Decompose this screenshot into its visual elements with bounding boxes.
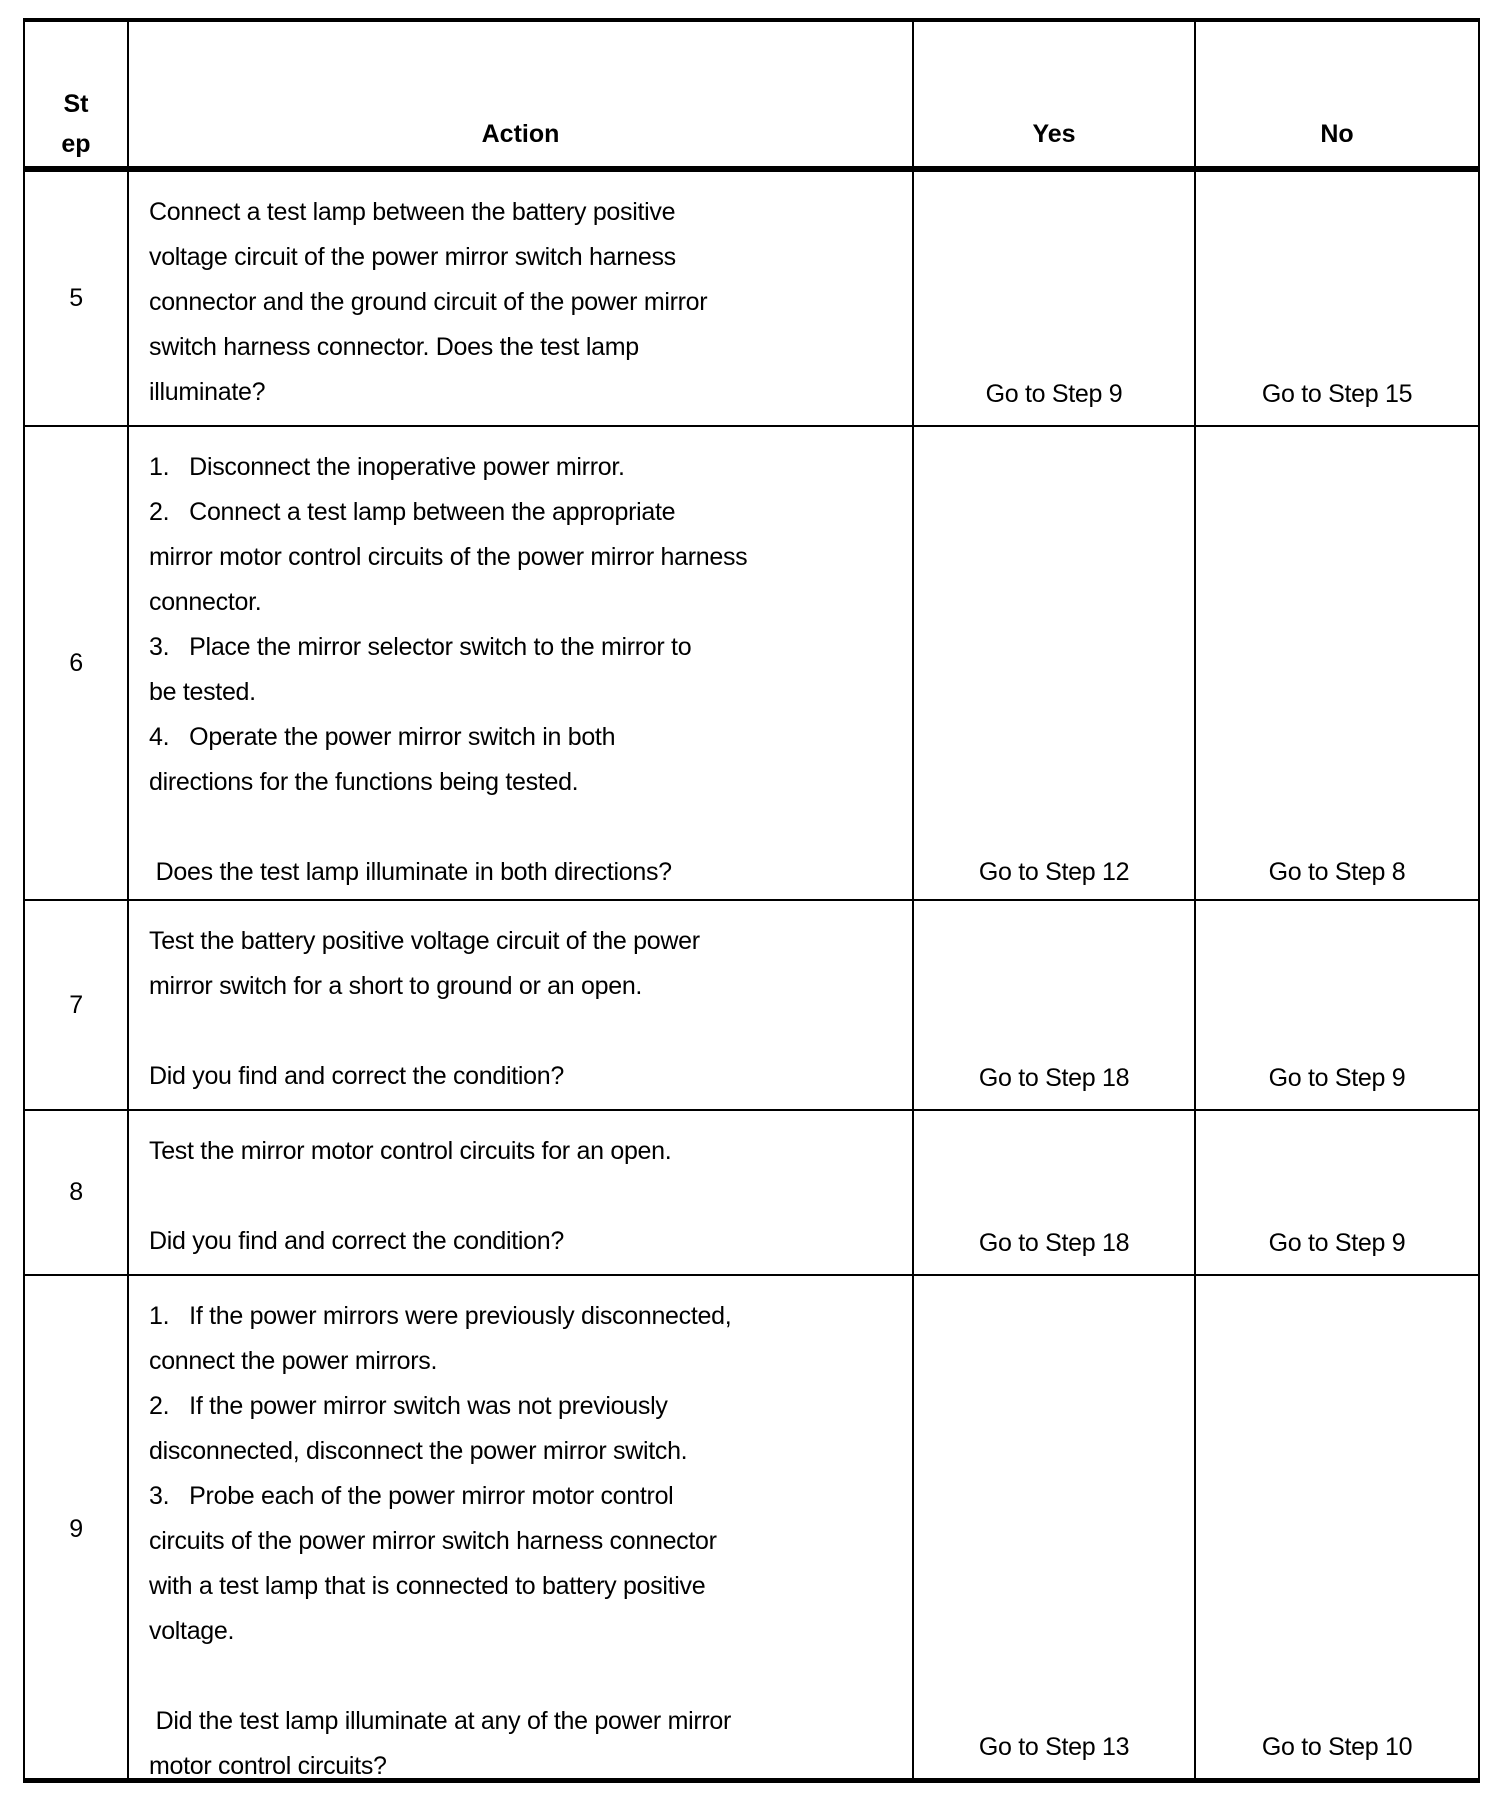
yes-result: Go to Step 18 <box>978 1229 1130 1257</box>
action-line: 2. Connect a test lamp between the appropriate <box>149 498 676 526</box>
yes-cell <box>914 1111 1196 1274</box>
step-number-text: 9 <box>69 1514 83 1543</box>
action-line: Did you find and correct the condition? <box>149 1062 564 1090</box>
step-number-text: 5 <box>69 284 83 312</box>
step-number-text: 8 <box>69 1178 83 1206</box>
action-line: Test the mirror motor control circuits for an open. <box>149 1137 672 1165</box>
action-cell <box>129 901 914 1109</box>
yes-result: Go to Step 12 <box>978 858 1130 886</box>
yes-cell <box>914 427 1196 899</box>
header-step-line1: St <box>63 90 89 118</box>
action-line: 3. Probe each of the power mirror motor control <box>149 1482 674 1510</box>
action-line: Did you find and correct the condition? <box>149 1227 564 1255</box>
yes-cell <box>914 901 1196 1109</box>
no-cell <box>1196 172 1478 425</box>
action-line: 2. If the power mirror switch was not previously <box>149 1392 668 1420</box>
no-result: Go to Step 9 <box>1268 1229 1406 1257</box>
step-number <box>25 1111 129 1274</box>
action-cell <box>129 1276 914 1782</box>
header-step <box>25 22 129 166</box>
step-number-text: 6 <box>69 648 83 677</box>
action-line: 4. Operate the power mirror switch in both <box>149 723 616 751</box>
action-line: mirror switch for a short to ground or an open. <box>149 972 643 1000</box>
table-row <box>25 1276 1478 1782</box>
yes-cell <box>914 1276 1196 1782</box>
step-number <box>25 901 129 1109</box>
step-number <box>25 1276 129 1782</box>
table-row <box>25 172 1478 427</box>
action-line: 3. Place the mirror selector switch to the mirror to <box>149 633 692 661</box>
action-line: Did the test lamp illuminate at any of the power mirror <box>149 1707 732 1735</box>
action-line: connector and the ground circuit of the power mirror <box>149 288 708 316</box>
no-result: Go to Step 9 <box>1268 1064 1406 1092</box>
header-action-label: Action <box>481 120 560 148</box>
action-line: mirror motor control circuits of the power mirror harness <box>149 543 748 571</box>
yes-cell <box>914 172 1196 425</box>
action-line: illuminate? <box>149 378 266 406</box>
header-no-label: No <box>1320 120 1354 148</box>
no-result: Go to Step 15 <box>1261 380 1413 408</box>
action-line: motor control circuits? <box>149 1752 387 1780</box>
yes-result: Go to Step 13 <box>978 1733 1130 1761</box>
no-cell <box>1196 1111 1478 1274</box>
header-step-line2: ep <box>61 130 91 158</box>
action-line <box>149 1654 902 1699</box>
step-number <box>25 427 129 899</box>
step-number <box>25 172 129 425</box>
action-line: connect the power mirrors. <box>149 1347 438 1375</box>
action-line: Connect a test lamp between the battery positive <box>149 198 676 226</box>
yes-result: Go to Step 18 <box>978 1064 1130 1092</box>
action-line: voltage circuit of the power mirror switch harness <box>149 243 676 271</box>
action-cell <box>129 172 914 425</box>
table-row <box>25 427 1478 901</box>
action-line: Test the battery positive voltage circuit of the power <box>149 927 700 955</box>
header-no <box>1196 22 1478 166</box>
no-cell <box>1196 901 1478 1109</box>
diagnostic-table <box>23 18 1480 1783</box>
table-row <box>25 1111 1478 1276</box>
action-cell <box>129 1111 914 1274</box>
action-line: directions for the functions being tested. <box>149 768 579 796</box>
header-yes <box>914 22 1196 166</box>
no-result: Go to Step 10 <box>1261 1733 1413 1761</box>
table-header <box>25 22 1478 172</box>
action-line: 1. Disconnect the inoperative power mirror. <box>149 453 625 481</box>
action-line: circuits of the power mirror switch harness connector <box>149 1527 717 1555</box>
action-line: connector. <box>149 588 262 616</box>
action-line <box>149 1174 902 1219</box>
action-line: disconnected, disconnect the power mirror switch. <box>149 1437 688 1465</box>
step-number-text: 7 <box>69 990 83 1019</box>
no-result: Go to Step 8 <box>1268 858 1406 886</box>
action-line: switch harness connector. Does the test lamp <box>149 333 639 361</box>
action-cell <box>129 427 914 899</box>
action-line <box>149 1009 902 1054</box>
header-action <box>129 22 914 166</box>
no-cell <box>1196 1276 1478 1782</box>
action-line: 1. If the power mirrors were previously disconnected, <box>149 1302 732 1330</box>
action-line <box>149 805 902 850</box>
action-line: with a test lamp that is connected to battery positive <box>149 1572 706 1600</box>
no-cell <box>1196 427 1478 899</box>
action-line: be tested. <box>149 678 256 706</box>
table-row <box>25 901 1478 1111</box>
yes-result: Go to Step 9 <box>985 380 1123 408</box>
header-yes-label: Yes <box>1032 120 1076 148</box>
action-line: voltage. <box>149 1617 235 1645</box>
action-line: Does the test lamp illuminate in both directions? <box>149 858 672 886</box>
